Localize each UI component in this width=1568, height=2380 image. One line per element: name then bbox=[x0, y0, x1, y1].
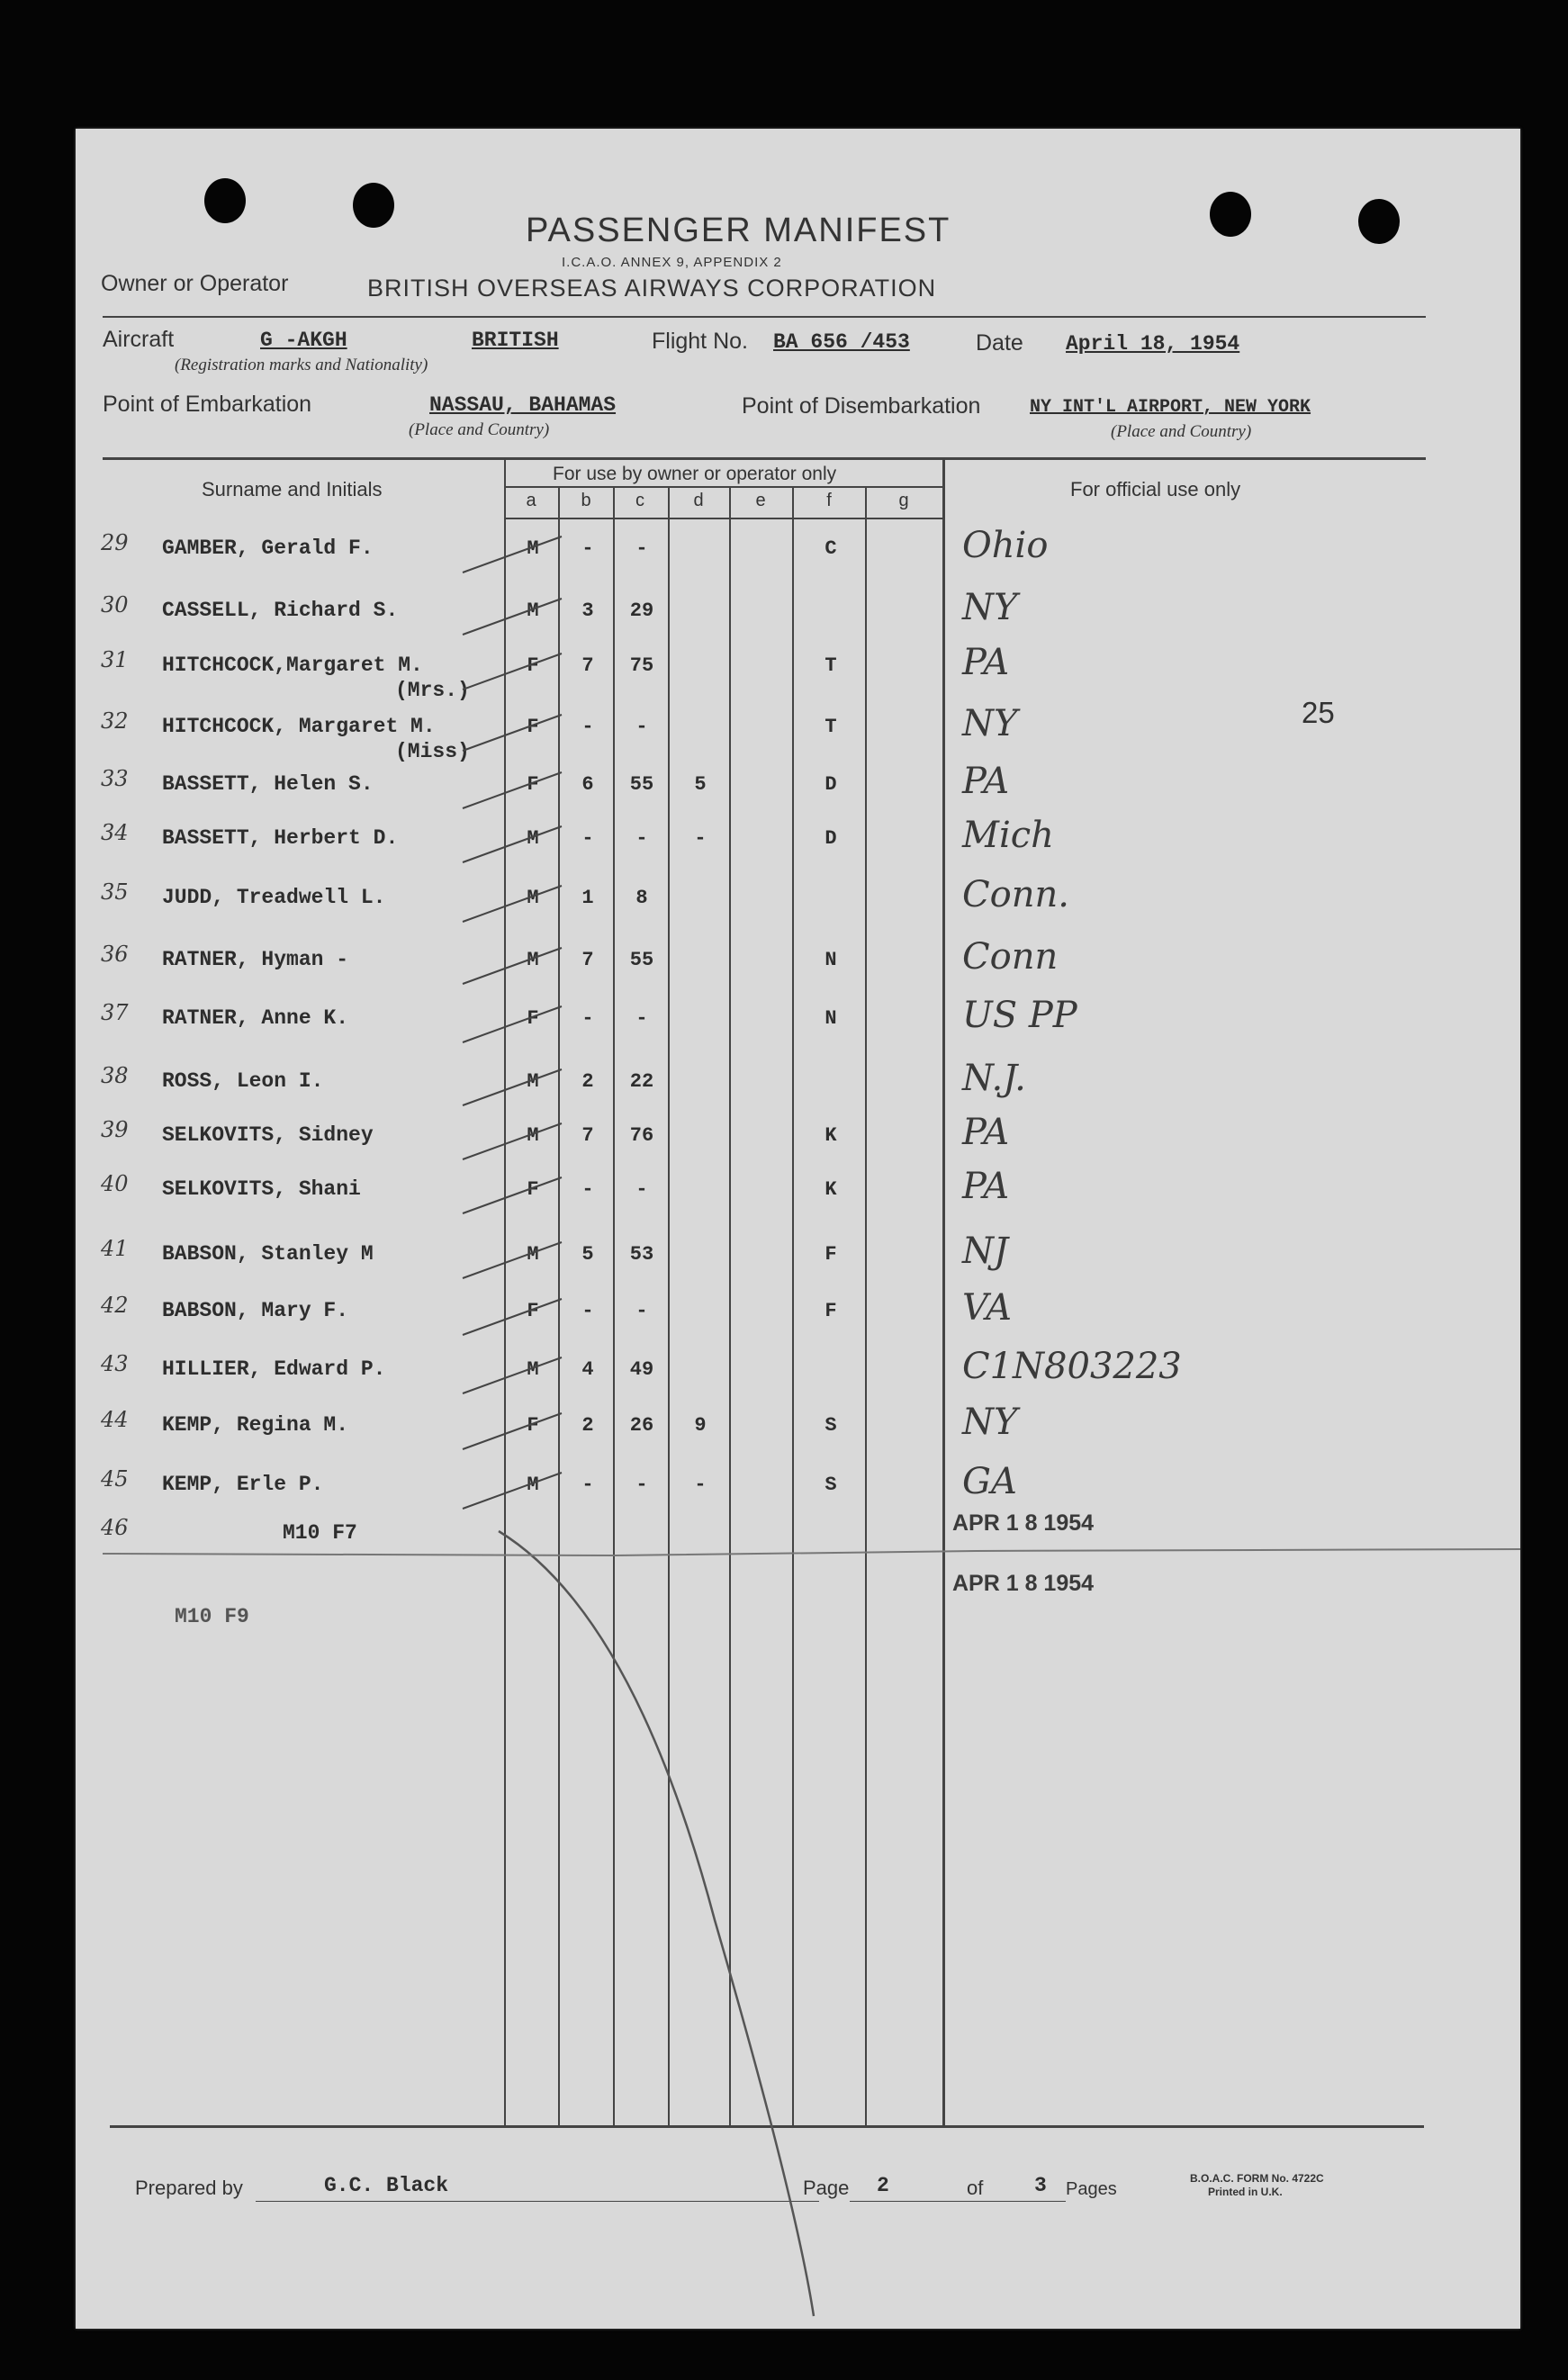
flight-label: Flight No. bbox=[652, 329, 748, 354]
document-subtitle: I.C.A.O. ANNEX 9, APPENDIX 2 bbox=[562, 255, 782, 270]
cell-f: T bbox=[825, 654, 837, 677]
disembarkation-note: (Place and Country) bbox=[1111, 422, 1252, 441]
row-number: 36 bbox=[101, 942, 129, 967]
passenger-name: BABSON, Stanley M bbox=[162, 1242, 374, 1266]
col-line-6 bbox=[865, 487, 867, 2125]
cell-c: 55 bbox=[629, 949, 654, 971]
official-note: Mich bbox=[962, 815, 1054, 856]
official-note: VA bbox=[962, 1287, 1013, 1329]
cell-f: F bbox=[825, 1300, 837, 1322]
cell-b: - bbox=[581, 1007, 594, 1030]
official-note: NY bbox=[962, 703, 1018, 744]
check-stroke bbox=[463, 1123, 562, 1159]
cell-b: - bbox=[581, 1178, 594, 1201]
row-number: 43 bbox=[101, 1351, 129, 1376]
passenger-name: BABSON, Mary F. bbox=[162, 1299, 349, 1322]
punch-hole-4 bbox=[1358, 199, 1400, 244]
cell-b: 7 bbox=[581, 1124, 594, 1147]
cell-c: 55 bbox=[629, 773, 654, 796]
col-line-4 bbox=[729, 487, 731, 2125]
official-note: PA bbox=[962, 1166, 1010, 1207]
cell-c: - bbox=[635, 1300, 648, 1322]
disembarkation-value: NY INT'L AIRPORT, NEW YORK bbox=[1030, 397, 1311, 418]
cell-b: - bbox=[581, 1474, 594, 1496]
check-mark bbox=[458, 1353, 566, 1398]
row-number: 32 bbox=[101, 708, 129, 734]
passenger-name: BASSETT, Helen S. bbox=[162, 772, 374, 796]
check-mark bbox=[458, 1173, 566, 1218]
disembarkation-label: Point of Disembarkation bbox=[742, 393, 981, 419]
official-note: NJ bbox=[962, 1231, 1009, 1272]
official-note: GA bbox=[962, 1461, 1017, 1502]
column-header-b: b bbox=[581, 491, 591, 510]
cell-b: 5 bbox=[581, 1243, 594, 1266]
passenger-name: M10 F7 bbox=[283, 1521, 357, 1545]
passenger-name: HILLIER, Edward P. bbox=[162, 1357, 386, 1381]
aircraft-label: Aircraft bbox=[103, 327, 175, 352]
document-title: PASSENGER MANIFEST bbox=[526, 212, 951, 249]
passenger-name: KEMP, Regina M. bbox=[162, 1413, 349, 1437]
column-header-d: d bbox=[693, 491, 704, 510]
embarkation-note: (Place and Country) bbox=[409, 420, 550, 439]
check-stroke bbox=[463, 536, 562, 572]
page-rule bbox=[850, 2201, 1066, 2202]
cell-b: 7 bbox=[581, 654, 594, 677]
check-mark bbox=[458, 1409, 566, 1454]
passenger-name: KEMP, Erle P. bbox=[162, 1473, 324, 1496]
col-line-3 bbox=[668, 487, 670, 2125]
check-mark bbox=[458, 1238, 566, 1283]
owner-header-rule bbox=[504, 486, 942, 488]
cell-a: M bbox=[527, 1474, 539, 1496]
row-number: 38 bbox=[101, 1063, 129, 1088]
cell-a: F bbox=[527, 1414, 539, 1437]
passenger-name: CASSELL, Richard S. bbox=[162, 599, 399, 622]
row-number: 31 bbox=[101, 647, 129, 672]
row-number: 42 bbox=[101, 1293, 129, 1318]
row-number: 41 bbox=[101, 1236, 129, 1261]
check-mark bbox=[458, 1119, 566, 1164]
form-printed: Printed in U.K. bbox=[1208, 2186, 1283, 2198]
punch-hole-1 bbox=[204, 178, 246, 223]
check-stroke bbox=[463, 1473, 562, 1509]
aircraft-note: (Registration marks and Nationality) bbox=[175, 356, 428, 374]
official-note: PA bbox=[962, 761, 1010, 802]
cell-b: 1 bbox=[581, 887, 594, 909]
passenger-name: SELKOVITS, Sidney bbox=[162, 1123, 374, 1147]
prepared-by-value: G.C. Black bbox=[324, 2174, 449, 2197]
cell-c: 8 bbox=[635, 887, 648, 909]
check-mark bbox=[458, 710, 566, 755]
surname-header: Surname and Initials bbox=[202, 478, 383, 500]
date-label: Date bbox=[976, 330, 1023, 356]
cell-c: - bbox=[635, 1178, 648, 1201]
cell-a: M bbox=[527, 1358, 539, 1381]
official-use-header: For official use only bbox=[1070, 478, 1241, 500]
check-stroke bbox=[463, 886, 562, 922]
col-line-7 bbox=[942, 460, 945, 2125]
flight-number: BA 656 /453 bbox=[773, 330, 910, 354]
header-rule bbox=[103, 316, 1426, 318]
check-stroke bbox=[463, 1357, 562, 1393]
passenger-name-note: (Miss) bbox=[395, 740, 470, 763]
row-number: 29 bbox=[101, 530, 129, 555]
check-mark bbox=[458, 649, 566, 694]
official-note: NY bbox=[962, 587, 1018, 628]
official-note: NY bbox=[962, 1402, 1018, 1443]
check-stroke bbox=[463, 1006, 562, 1042]
cell-d: 5 bbox=[694, 773, 707, 796]
cell-a: F bbox=[527, 1300, 539, 1322]
check-stroke bbox=[463, 654, 562, 690]
cell-c: - bbox=[635, 1474, 648, 1496]
aircraft-nationality: BRITISH bbox=[472, 329, 559, 352]
check-stroke bbox=[463, 1299, 562, 1335]
column-header-g: g bbox=[898, 491, 909, 510]
col-line-5 bbox=[792, 487, 794, 2125]
column-header-c: c bbox=[635, 491, 644, 510]
official-note: C1N803223 bbox=[962, 1346, 1182, 1387]
check-stroke bbox=[463, 599, 562, 635]
table-top-rule bbox=[103, 457, 1426, 460]
cell-c: 22 bbox=[629, 1070, 654, 1093]
cell-c: 26 bbox=[629, 1414, 654, 1437]
check-mark bbox=[458, 1294, 566, 1339]
pencil-horizontal bbox=[103, 1549, 1520, 1555]
passenger-name: HITCHCOCK,Margaret M. bbox=[162, 654, 423, 677]
col-line-2 bbox=[613, 487, 615, 2125]
official-note: Conn bbox=[962, 936, 1059, 978]
cell-f: K bbox=[825, 1178, 837, 1201]
cell-a: F bbox=[527, 1007, 539, 1030]
cell-b: 6 bbox=[581, 773, 594, 796]
embarkation-value: NASSAU, BAHAMAS bbox=[429, 393, 617, 417]
cell-c: - bbox=[635, 537, 648, 560]
cell-a: M bbox=[527, 537, 539, 560]
cell-f: F bbox=[825, 1243, 837, 1266]
cell-b: - bbox=[581, 827, 594, 850]
page-label: Page bbox=[803, 2177, 850, 2199]
check-stroke bbox=[463, 1242, 562, 1278]
cell-f: K bbox=[825, 1124, 837, 1147]
official-note: US PP bbox=[962, 995, 1077, 1036]
table-bottom-rule bbox=[110, 2125, 1424, 2128]
row-number: 30 bbox=[101, 592, 129, 618]
owner-use-header: For use by owner or operator only bbox=[553, 464, 837, 484]
of-label: of bbox=[967, 2177, 984, 2199]
check-mark bbox=[458, 1468, 566, 1513]
row-number: 35 bbox=[101, 879, 129, 905]
date-stamp-2: APR 1 8 1954 bbox=[952, 1571, 1095, 1596]
check-stroke bbox=[463, 1177, 562, 1213]
column-header-e: e bbox=[755, 491, 766, 510]
row-number: 33 bbox=[101, 766, 129, 791]
cell-b: - bbox=[581, 1300, 594, 1322]
row-number: 40 bbox=[101, 1171, 129, 1196]
cell-b: 7 bbox=[581, 949, 594, 971]
cell-b: 2 bbox=[581, 1070, 594, 1093]
cell-d: 9 bbox=[694, 1414, 707, 1437]
passenger-name: RATNER, Hyman - bbox=[162, 948, 349, 971]
cell-a: F bbox=[527, 654, 539, 677]
check-stroke bbox=[463, 772, 562, 808]
pencil-curve bbox=[499, 1531, 814, 2316]
check-stroke bbox=[463, 948, 562, 984]
passenger-name-note: (Mrs.) bbox=[395, 679, 470, 702]
row-number: 44 bbox=[101, 1407, 129, 1432]
cell-f: S bbox=[825, 1414, 837, 1437]
cell-c: 76 bbox=[629, 1124, 654, 1147]
cell-c: 49 bbox=[629, 1358, 654, 1381]
passenger-name: JUDD, Treadwell L. bbox=[162, 886, 386, 909]
cell-c: 29 bbox=[629, 600, 654, 622]
check-mark bbox=[458, 594, 566, 639]
cell-f: N bbox=[825, 949, 837, 971]
passenger-name: HITCHCOCK, Margaret M. bbox=[162, 715, 436, 738]
official-note: N.J. bbox=[962, 1058, 1026, 1099]
cell-a: M bbox=[527, 1124, 539, 1147]
cell-b: - bbox=[581, 716, 594, 738]
cell-f: S bbox=[825, 1474, 837, 1496]
official-note: PA bbox=[962, 642, 1010, 683]
cell-a: M bbox=[527, 1070, 539, 1093]
date-value: April 18, 1954 bbox=[1066, 332, 1240, 356]
cell-c: - bbox=[635, 1007, 648, 1030]
cell-a: M bbox=[527, 1243, 539, 1266]
cell-a: F bbox=[527, 773, 539, 796]
cell-d: - bbox=[694, 827, 707, 850]
passenger-name: SELKOVITS, Shani bbox=[162, 1177, 361, 1201]
check-mark bbox=[458, 822, 566, 867]
check-stroke bbox=[463, 1413, 562, 1449]
punch-hole-2 bbox=[353, 183, 394, 228]
punch-hole-3 bbox=[1210, 192, 1251, 237]
check-mark bbox=[458, 1002, 566, 1047]
check-mark bbox=[458, 943, 566, 988]
check-stroke bbox=[463, 715, 562, 751]
pages-label: Pages bbox=[1066, 2179, 1117, 2199]
cell-b: 2 bbox=[581, 1414, 594, 1437]
form-number: B.O.A.C. FORM No. 4722C bbox=[1190, 2172, 1324, 2185]
column-header-f: f bbox=[826, 491, 832, 510]
owner-value: BRITISH OVERSEAS AIRWAYS CORPORATION bbox=[367, 275, 937, 302]
manifest-sheet bbox=[76, 129, 1520, 2329]
cell-c: - bbox=[635, 827, 648, 850]
row-number: 34 bbox=[101, 820, 129, 845]
passenger-name: BASSETT, Herbert D. bbox=[162, 826, 399, 850]
cell-f: C bbox=[825, 537, 837, 560]
cell-b: 3 bbox=[581, 600, 594, 622]
table-header-rule bbox=[504, 518, 942, 519]
aircraft-registration: G -AKGH bbox=[260, 329, 347, 352]
cell-b: - bbox=[581, 537, 594, 560]
cell-f: T bbox=[825, 716, 837, 738]
row-number: 46 bbox=[101, 1515, 129, 1540]
official-note: PA bbox=[962, 1112, 1010, 1153]
owner-label: Owner or Operator bbox=[101, 271, 289, 296]
prepared-by-label: Prepared by bbox=[135, 2177, 243, 2199]
check-mark bbox=[458, 532, 566, 577]
summary-count: M10 F9 bbox=[175, 1605, 249, 1628]
of-value: 3 bbox=[1034, 2174, 1047, 2197]
cell-a: F bbox=[527, 716, 539, 738]
cell-f: N bbox=[825, 1007, 837, 1030]
row-number: 39 bbox=[101, 1117, 129, 1142]
cell-a: M bbox=[527, 600, 539, 622]
official-note: Ohio bbox=[962, 525, 1049, 566]
official-note: Conn. bbox=[962, 874, 1069, 915]
cell-f: D bbox=[825, 827, 837, 850]
check-mark bbox=[458, 1065, 566, 1110]
cell-c: - bbox=[635, 716, 648, 738]
cell-a: M bbox=[527, 887, 539, 909]
check-mark bbox=[458, 768, 566, 813]
row-number: 37 bbox=[101, 1000, 129, 1025]
check-mark bbox=[458, 881, 566, 926]
embarkation-label: Point of Embarkation bbox=[103, 392, 312, 417]
passenger-name: GAMBER, Gerald F. bbox=[162, 536, 374, 560]
cell-f: D bbox=[825, 773, 837, 796]
check-stroke bbox=[463, 1069, 562, 1105]
cell-d: - bbox=[694, 1474, 707, 1496]
column-header-a: a bbox=[526, 491, 536, 510]
prepared-by-rule bbox=[256, 2201, 819, 2202]
cell-c: 53 bbox=[629, 1243, 654, 1266]
passenger-name: RATNER, Anne K. bbox=[162, 1006, 349, 1030]
cell-a: F bbox=[527, 1178, 539, 1201]
page-value: 2 bbox=[877, 2174, 889, 2197]
cell-a: M bbox=[527, 827, 539, 850]
check-stroke bbox=[463, 826, 562, 862]
date-stamp-1: APR 1 8 1954 bbox=[952, 1510, 1095, 1536]
cell-b: 4 bbox=[581, 1358, 594, 1381]
cell-a: M bbox=[527, 949, 539, 971]
passenger-name: ROSS, Leon I. bbox=[162, 1069, 324, 1093]
side-count: 25 bbox=[1302, 696, 1335, 729]
row-number: 45 bbox=[101, 1466, 129, 1492]
cell-c: 75 bbox=[629, 654, 654, 677]
